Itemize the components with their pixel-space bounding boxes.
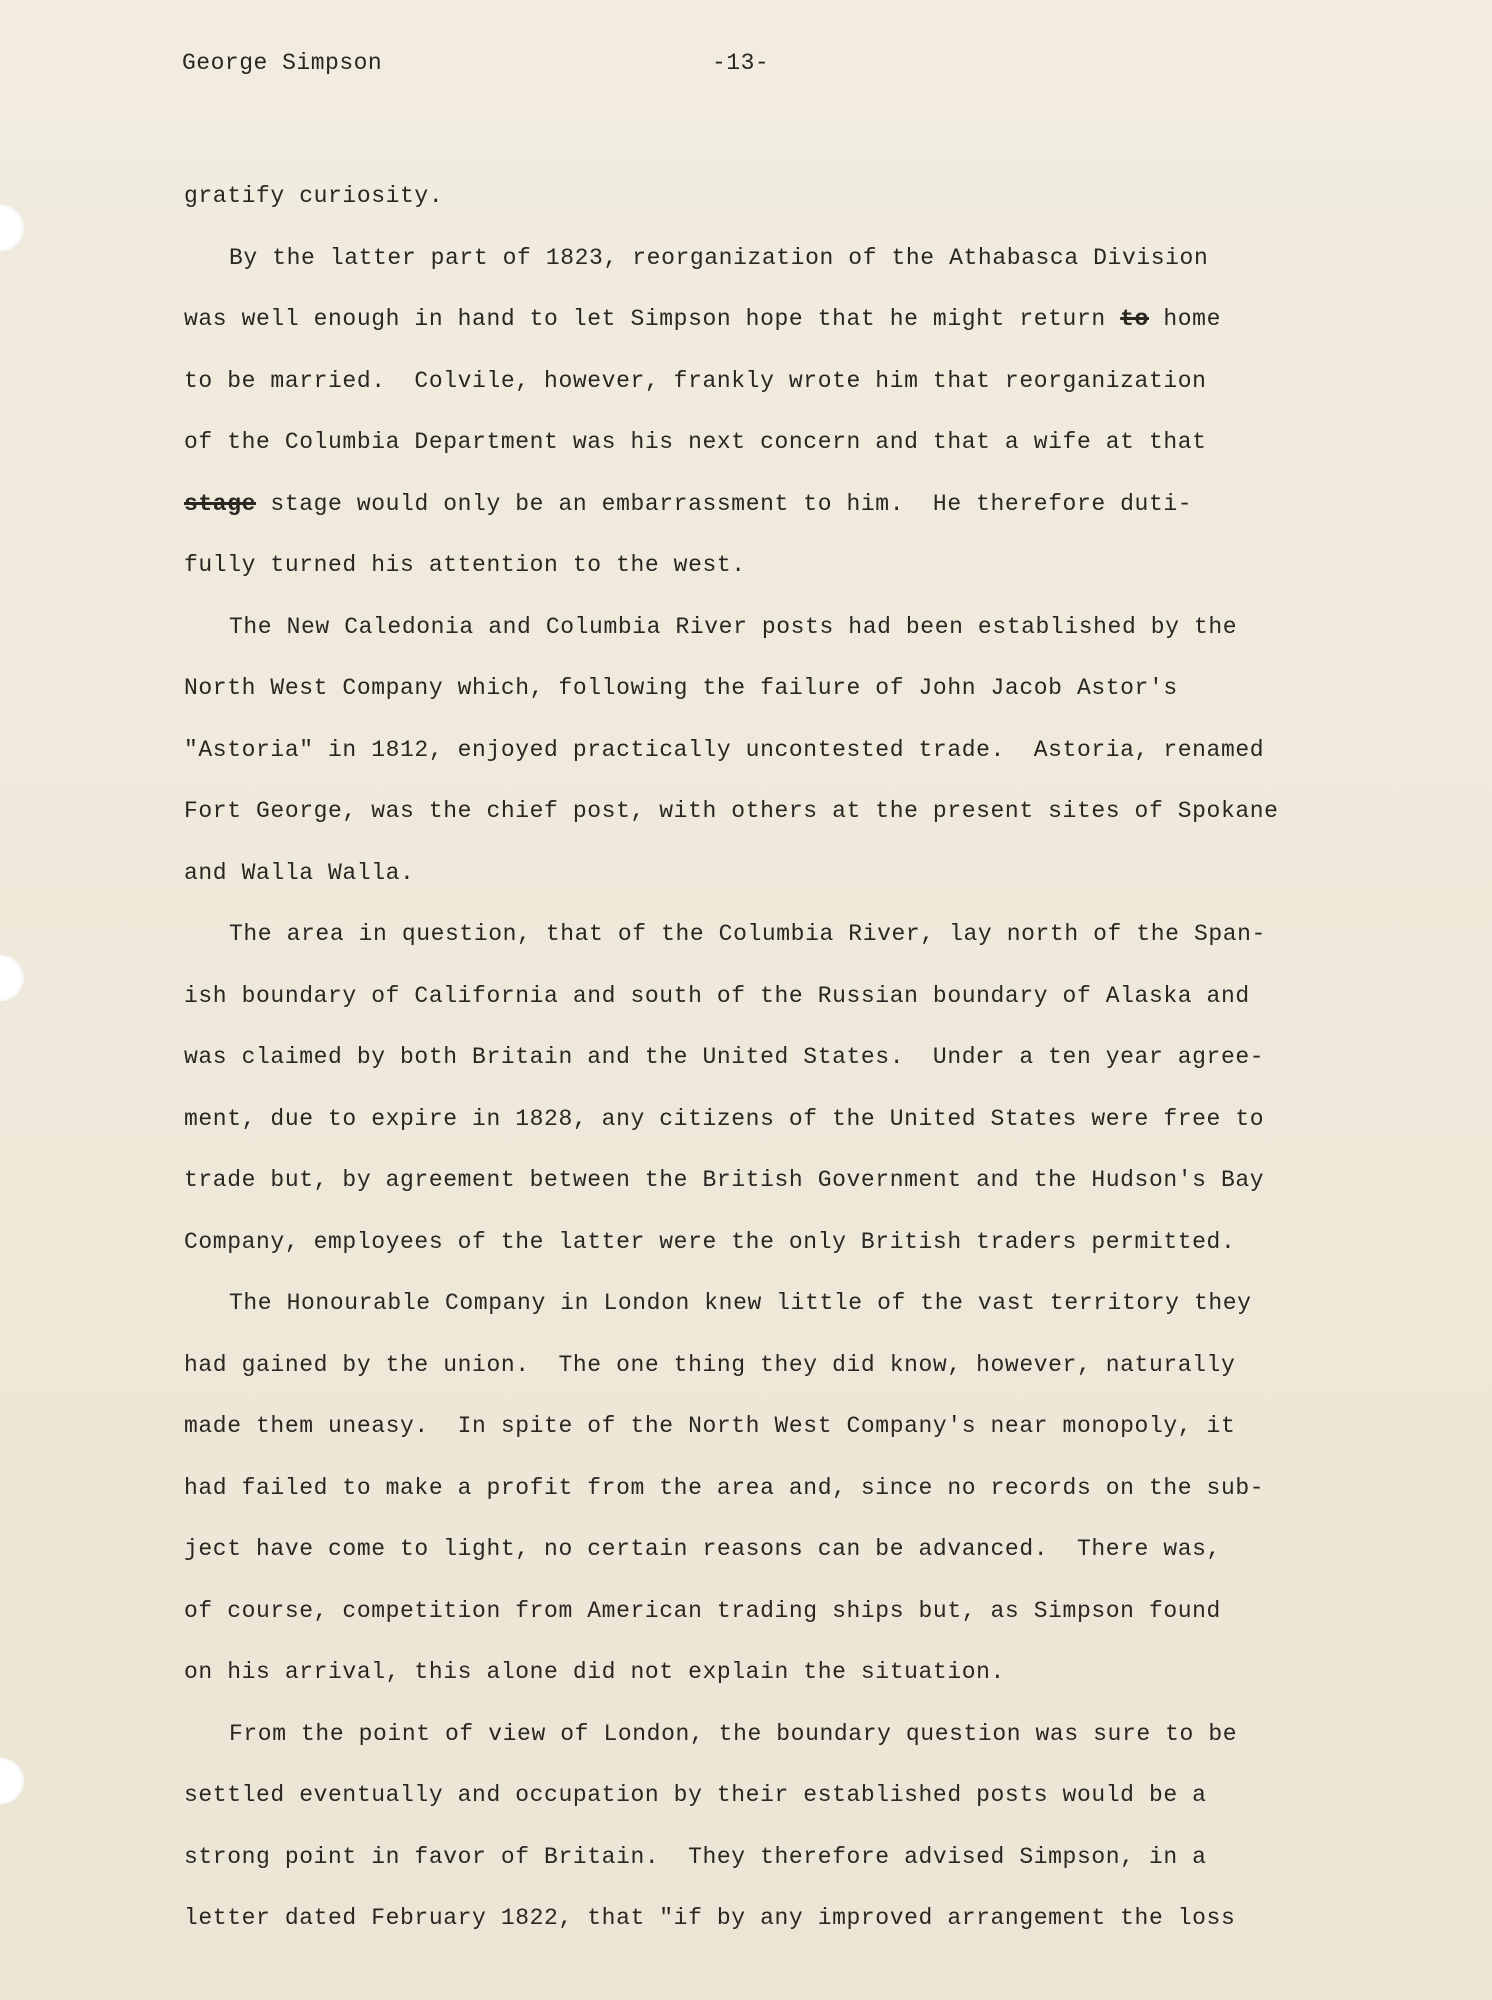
binder-hole: [0, 1758, 24, 1804]
text-line: made them uneasy. In spite of the North West Company's near monopoly, it: [184, 1413, 1236, 1439]
body-text: [184, 166, 1364, 1950]
text-line: The Honourable Company in London knew little of the vast territory they: [229, 1290, 1252, 1316]
text-segment: home: [1148, 306, 1221, 332]
page-number: -13-: [712, 50, 770, 76]
text-line: to be married. Colvile, however, frankly wrote him that reorganization: [184, 367, 1207, 394]
text-line: of the Columbia Department was his next concern and that a wife at that: [184, 429, 1207, 455]
text-line: From the point of view of London, the boundary question was sure to be: [229, 1720, 1238, 1747]
text-line: of course, competition from American trading ships but, as Simpson found: [184, 1597, 1221, 1624]
text-line: The area in question, that of the Columbia River, lay north of the Span-: [229, 921, 1266, 947]
text-line: settled eventually and occupation by their established posts would be a: [184, 1782, 1207, 1808]
page-header: [182, 50, 1282, 86]
text-line: ish boundary of California and south of the Russian boundary of Alaska and: [184, 982, 1250, 1009]
text-line: Company, employees of the latter were the only British traders permitted.: [184, 1228, 1236, 1255]
text-line: fully turned his attention to the west.: [184, 552, 746, 578]
text-line: and Walla Walla.: [184, 859, 415, 886]
text-line: letter dated February 1822, that "if by any improved arrangement the loss: [184, 1905, 1236, 1931]
text-line: ject have come to light, no certain reasons can be advanced. There was,: [184, 1536, 1221, 1562]
text-line: ment, due to expire in 1828, any citizens of the United States were free to: [184, 1105, 1265, 1132]
binder-hole: [0, 955, 24, 1001]
header-author: George Simpson: [182, 50, 383, 76]
text-segment: stage would only be an embarrassment to him. He therefore duti-: [256, 490, 1193, 517]
text-line: strong point in favor of Britain. They therefore advised Simpson, in a: [184, 1843, 1207, 1870]
text-line: By the latter part of 1823, reorganization of the Athabasca Division: [229, 244, 1209, 271]
text-line: had gained by the union. The one thing they did know, however, naturally: [184, 1351, 1236, 1378]
struck-out-text: stage: [184, 490, 257, 517]
text-line: was claimed by both Britain and the United States. Under a ten year agree-: [184, 1044, 1265, 1070]
struck-out-text: to: [1120, 306, 1149, 332]
text-line: [184, 474, 1364, 536]
text-line: trade but, by agreement between the British Government and the Hudson's Bay: [184, 1167, 1265, 1193]
text-segment: was well enough in hand to let Simpson hope that he might return: [184, 306, 1121, 332]
text-line: [184, 289, 1364, 351]
text-line: "Astoria" in 1812, enjoyed practically uncontested trade. Astoria, renamed: [184, 736, 1265, 763]
text-line: North West Company which, following the failure of John Jacob Astor's: [184, 675, 1178, 701]
text-line: on his arrival, this alone did not explain the situation.: [184, 1659, 1005, 1685]
text-line: The New Caledonia and Columbia River posts had been established by the: [229, 613, 1238, 640]
text-line: gratify curiosity.: [184, 183, 444, 209]
binder-hole: [0, 205, 24, 251]
text-line: Fort George, was the chief post, with others at the present sites of Spokane: [184, 798, 1279, 824]
text-line: had failed to make a profit from the area and, since no records on the sub-: [184, 1474, 1265, 1501]
